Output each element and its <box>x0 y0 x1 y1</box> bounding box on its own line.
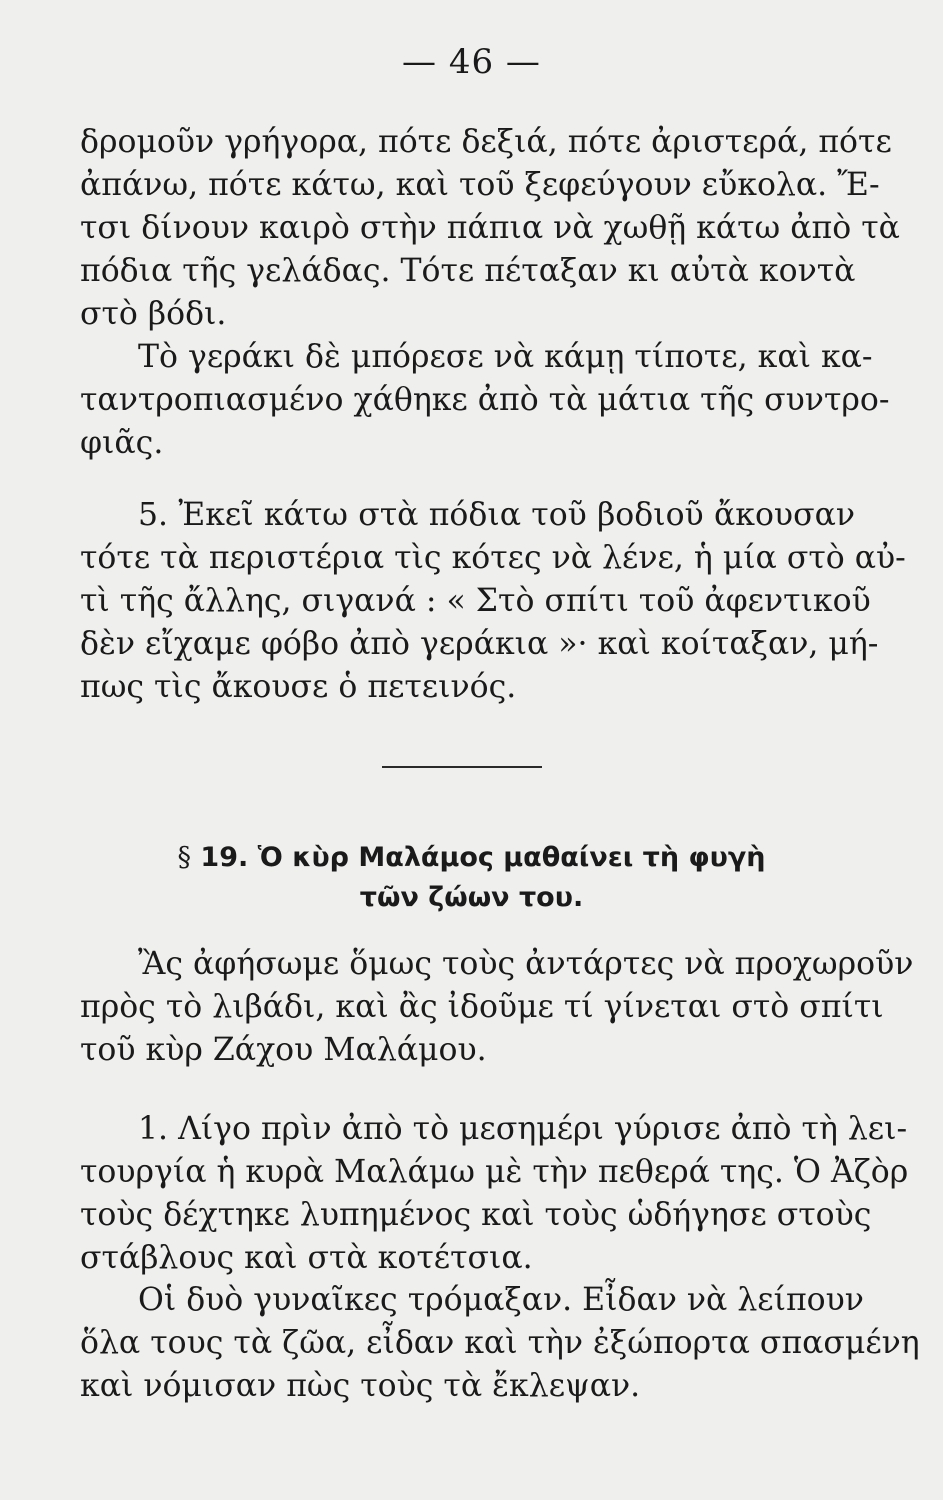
section-sign: § <box>177 842 192 873</box>
text-line: ἀπάνω, πότε κάτω, καὶ τοῦ ξεφεύγουν εὔκολα. Ἔ- <box>80 167 880 203</box>
text-line: φιᾶς. <box>80 425 164 461</box>
text-line: ὅλα τους τὰ ζῶα, εἶδαν καὶ τὴν ἐξώπορτα σπασμένη <box>80 1325 920 1361</box>
text-line: ταντροπιασμένο χάθηκε ἀπὸ τὰ μάτια τῆς συντρο- <box>80 382 890 418</box>
text-line: τότε τὰ περιστέρια τὶς κότες νὰ λένε, ἡ μία στὸ αὐ- <box>80 540 906 576</box>
text-line: Τὸ γεράκι δὲ μπόρεσε νὰ κάμῃ τίποτε, καὶ κα- <box>138 339 873 375</box>
text-line: στὸ βόδι. <box>80 296 227 332</box>
text-line: τοὺς δέχτηκε λυπημένος καὶ τοὺς ὡδήγησε στοὺς <box>80 1197 872 1233</box>
section-number: 19. <box>200 842 249 873</box>
text-line: δὲν εἴχαμε φόβο ἀπὸ γεράκια »· καὶ κοίταξαν, μή- <box>80 626 879 662</box>
text-line: Ἂς ἀφήσωμε ὅμως τοὺς ἀντάρτες νὰ προχωροῦν <box>138 946 914 982</box>
paragraph-numbered-5 <box>80 494 906 709</box>
text-line: Οἱ δυὸ γυναῖκες τρόμαξαν. Εἶδαν νὰ λείπουν <box>138 1282 864 1318</box>
paragraph-continuation <box>80 121 900 336</box>
paragraph-women <box>80 1279 920 1408</box>
paragraph-intro <box>80 943 914 1072</box>
paragraph-hawk <box>80 336 890 465</box>
text-line: στάβλους καὶ στὰ κοτέτσια. <box>80 1240 533 1276</box>
section-heading <box>0 838 943 918</box>
text-line: τσι δίνουν καιρὸ στὴν πάπια νὰ χωθῇ κάτω ἀπὸ τὰ <box>80 210 900 246</box>
text-line: 1. Λίγο πρὶν ἀπὸ τὸ μεσημέρι γύρισε ἀπὸ τὴ λει- <box>138 1111 908 1147</box>
section-title-line-2: τῶν ζώων του. <box>359 882 584 913</box>
paragraph-numbered-1 <box>80 1108 909 1280</box>
text-line: πως τὶς ἄκουσε ὁ πετεινός. <box>80 669 517 705</box>
section-divider <box>382 766 542 768</box>
page-number: — 46 — <box>402 42 541 82</box>
text-line: τὶ τῆς ἄλλης, σιγανά : « Στὸ σπίτι τοῦ ἀφεντικοῦ <box>80 583 871 619</box>
section-title: Ὁ κὺρ Μαλάμος μαθαίνει τὴ φυγὴ <box>257 842 766 873</box>
text-line: τοῦ κὺρ Ζάχου Μαλάμου. <box>80 1032 487 1068</box>
text-line: πρὸς τὸ λιβάδι, καὶ ἂς ἰδοῦμε τί γίνεται στὸ σπίτι <box>80 989 884 1025</box>
section-heading-line-1 <box>0 838 943 878</box>
text-line: καὶ νόμισαν πὼς τοὺς τὰ ἔκλεψαν. <box>80 1368 641 1404</box>
text-line: τουργία ἡ κυρὰ Μαλάμω μὲ τὴν πεθερά της. Ὁ Ἀζὸρ <box>80 1154 909 1190</box>
text-line: δρομοῦν γρήγορα, πότε δεξιά, πότε ἀριστερά, πότε <box>80 124 892 160</box>
text-line: πόδια τῆς γελάδας. Τότε πέταξαν κι αὐτὰ κοντὰ <box>80 253 856 289</box>
text-line: 5. Ἐκεῖ κάτω στὰ πόδια τοῦ βοδιοῦ ἄκουσαν <box>138 497 855 533</box>
